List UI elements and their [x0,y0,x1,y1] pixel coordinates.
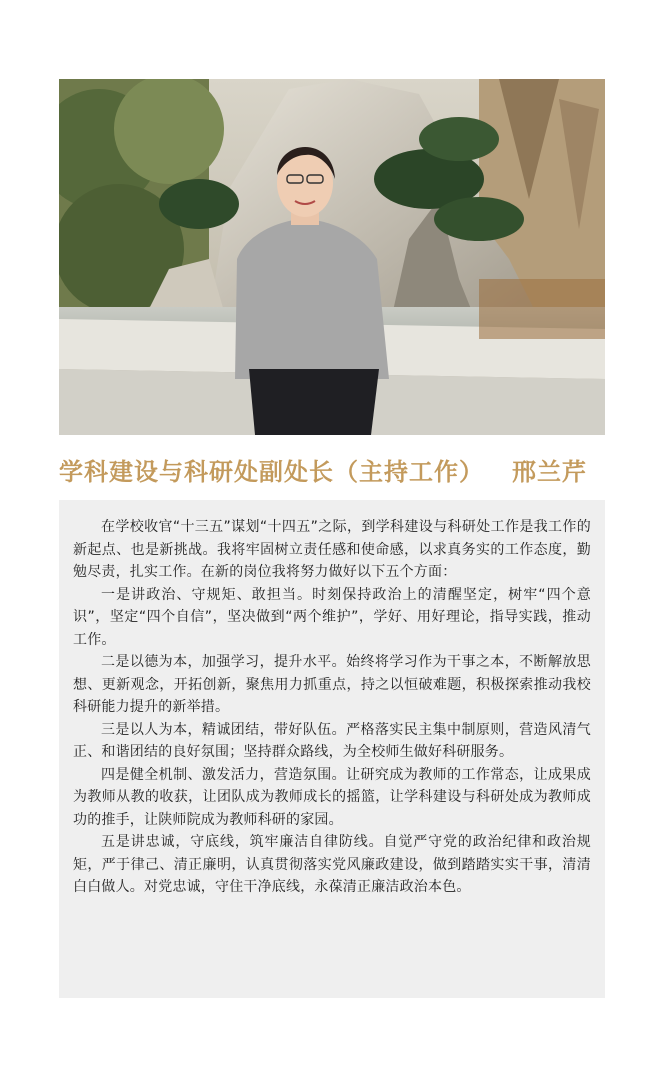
portrait-photo [59,79,605,435]
paragraph-4: 四是健全机制、激发活力，营造氛围。让研究成为教师的工作常态，让成果成为教师从教的收获，让团队成为教师成长的摇篮，让学科建设与科研处成为教师成功的推手，让陕师院成为教师科研的家园。 [73,766,591,828]
paragraph-5: 五是讲忠诚，守底线，筑牢廉洁自律防线。自觉严守党的政治纪律和政治规矩，严于律己、清正廉明，认真贯彻落实党风廉政建设，做到踏踏实实干事，清清白白做人。对党忠诚，守住干净底线，永葆清正廉洁政治本色。 [73,834,591,895]
page-title [59,450,619,494]
position-title: 学科建设与科研处副处长（主持工作） [59,457,484,486]
portrait-illustration [59,79,605,435]
person-name: 邢兰芹 [512,457,587,486]
paragraph-intro: 在学校收官“十三五”谋划“十四五”之际，到学科建设与科研处工作是我工作的新起点、也是新挑战。我将牢固树立责任感和使命感，以求真务实的工作态度，勤勉尽责，扎实工作。在新的岗位我将努力做好以下五个方面： [73,519,591,580]
paragraph-3: 三是以人为本，精诚团结，带好队伍。严格落实民主集中制原则，营造风清气正、和谐团结的良好氛围；坚持群众路线，为全校师生做好科研服务。 [73,721,591,760]
statement-panel [59,500,605,998]
paragraph-1: 一是讲政治、守规矩、敢担当。时刻保持政治上的清醒坚定，树牢“四个意识”，坚定“四个自信”，坚决做到“两个维护”，学好、用好理论，指导实践，推动工作。 [73,586,591,648]
paragraph-2: 二是以德为本，加强学习，提升水平。始终将学习作为干事之本，不断解放思想、更新观念，开拓创新，聚焦用力抓重点，持之以恒破难题，积极探索推动我校科研能力提升的新举措。 [73,654,591,715]
